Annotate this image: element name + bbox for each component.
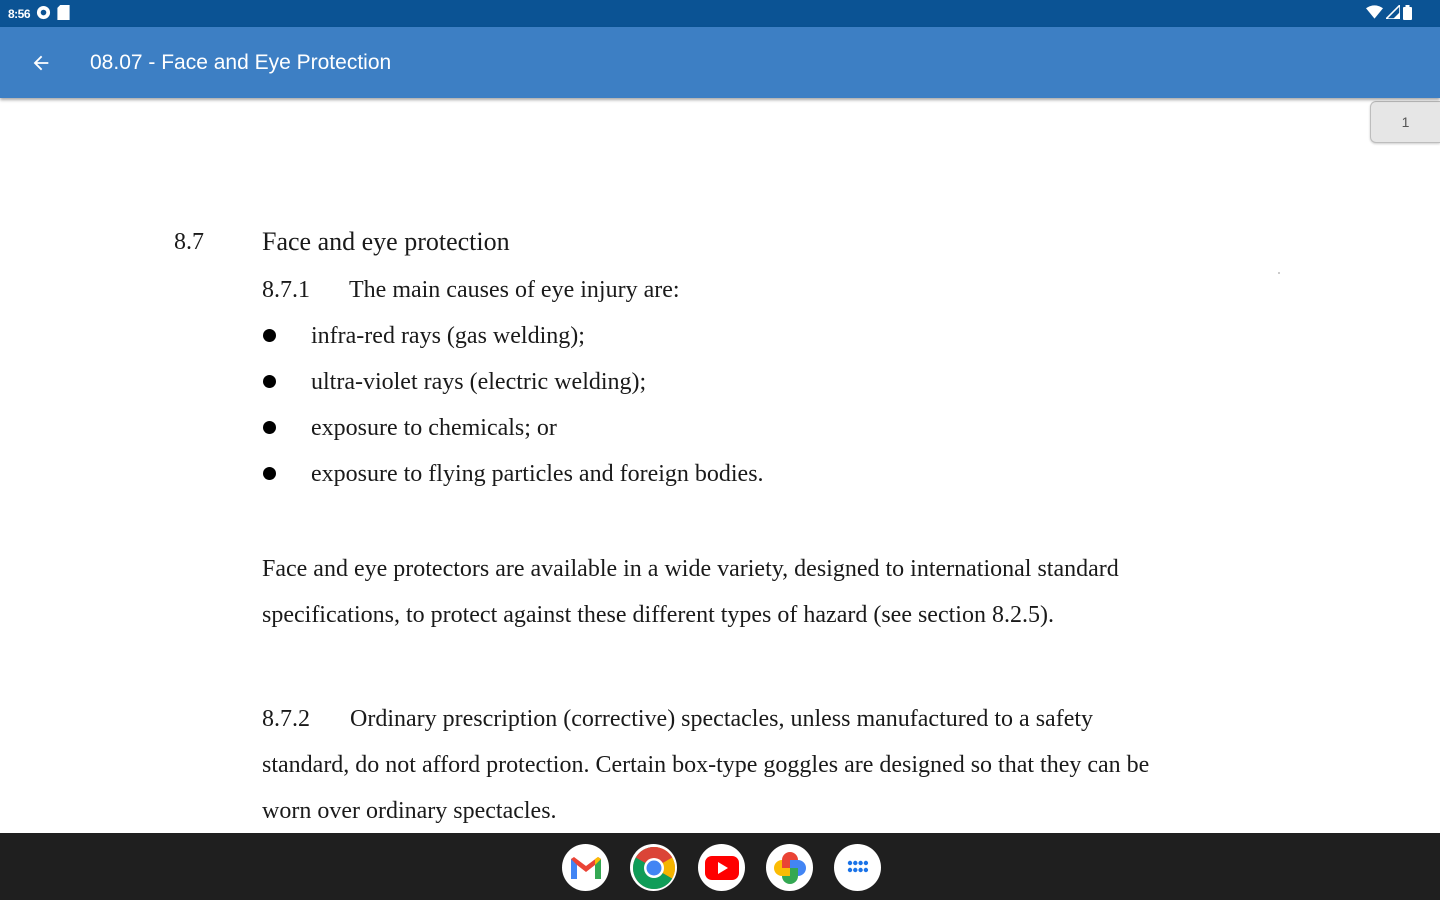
paragraph-line: specifications, to protect against these different types of hazard (see section 8.2.5). <box>262 602 1054 628</box>
subsection-text: The main causes of eye injury are: <box>349 277 680 303</box>
status-time: 8:56 <box>8 6 31 21</box>
bullet-marker <box>263 467 276 480</box>
gmail-app-button[interactable] <box>562 844 609 891</box>
list-item: exposure to flying particles and foreign bodies. <box>311 461 764 487</box>
paragraph-line: standard, do not afford protection. Certain box-type goggles are designed so that they can be <box>262 752 1150 778</box>
settings-status-icon <box>36 5 51 23</box>
list-item: ultra-violet rays (electric welding); <box>311 369 647 395</box>
status-right <box>1366 5 1412 22</box>
back-button[interactable] <box>22 44 60 82</box>
subsection-number: 8.7.1 <box>262 277 310 303</box>
taskbar <box>0 833 1440 900</box>
document-page[interactable] <box>0 98 1440 833</box>
youtube-icon <box>705 856 739 880</box>
section-number: 8.7 <box>174 229 204 255</box>
paragraph-line: Ordinary prescription (corrective) spectacles, unless manufactured to a safety <box>350 706 1094 732</box>
page-title: 08.07 - Face and Eye Protection <box>90 51 392 74</box>
arrow-back-icon <box>30 52 52 74</box>
subsection-number: 8.7.2 <box>262 706 310 732</box>
gmail-icon <box>569 855 603 881</box>
list-item: infra-red rays (gas welding); <box>311 323 585 349</box>
chrome-app-button[interactable] <box>630 844 677 891</box>
section-title: Face and eye protection <box>262 227 510 256</box>
app-launcher-icon <box>847 860 869 876</box>
bullet-marker <box>263 421 276 434</box>
app-bar <box>0 27 1440 98</box>
battery-icon <box>1403 5 1412 23</box>
photos-icon <box>772 850 808 886</box>
page-number-indicator[interactable]: 1 <box>1370 101 1440 143</box>
bullet-marker <box>263 375 276 388</box>
youtube-app-button[interactable] <box>698 844 745 891</box>
page-speck <box>1278 272 1280 274</box>
chrome-icon <box>632 846 676 890</box>
status-bar <box>0 0 1440 27</box>
paragraph-line: Face and eye protectors are available in a wide variety, designed to international standard <box>262 556 1119 582</box>
cell-signal-icon <box>1386 5 1400 22</box>
dock <box>562 844 881 891</box>
list-item: exposure to chemicals; or <box>311 415 557 441</box>
paragraph-line: worn over ordinary spectacles. <box>262 798 557 824</box>
status-left <box>8 5 70 22</box>
app-launcher-button[interactable] <box>834 844 881 891</box>
photos-app-button[interactable] <box>766 844 813 891</box>
sd-card-status-icon <box>57 5 70 23</box>
bullet-marker <box>263 329 276 342</box>
wifi-icon <box>1366 5 1383 22</box>
